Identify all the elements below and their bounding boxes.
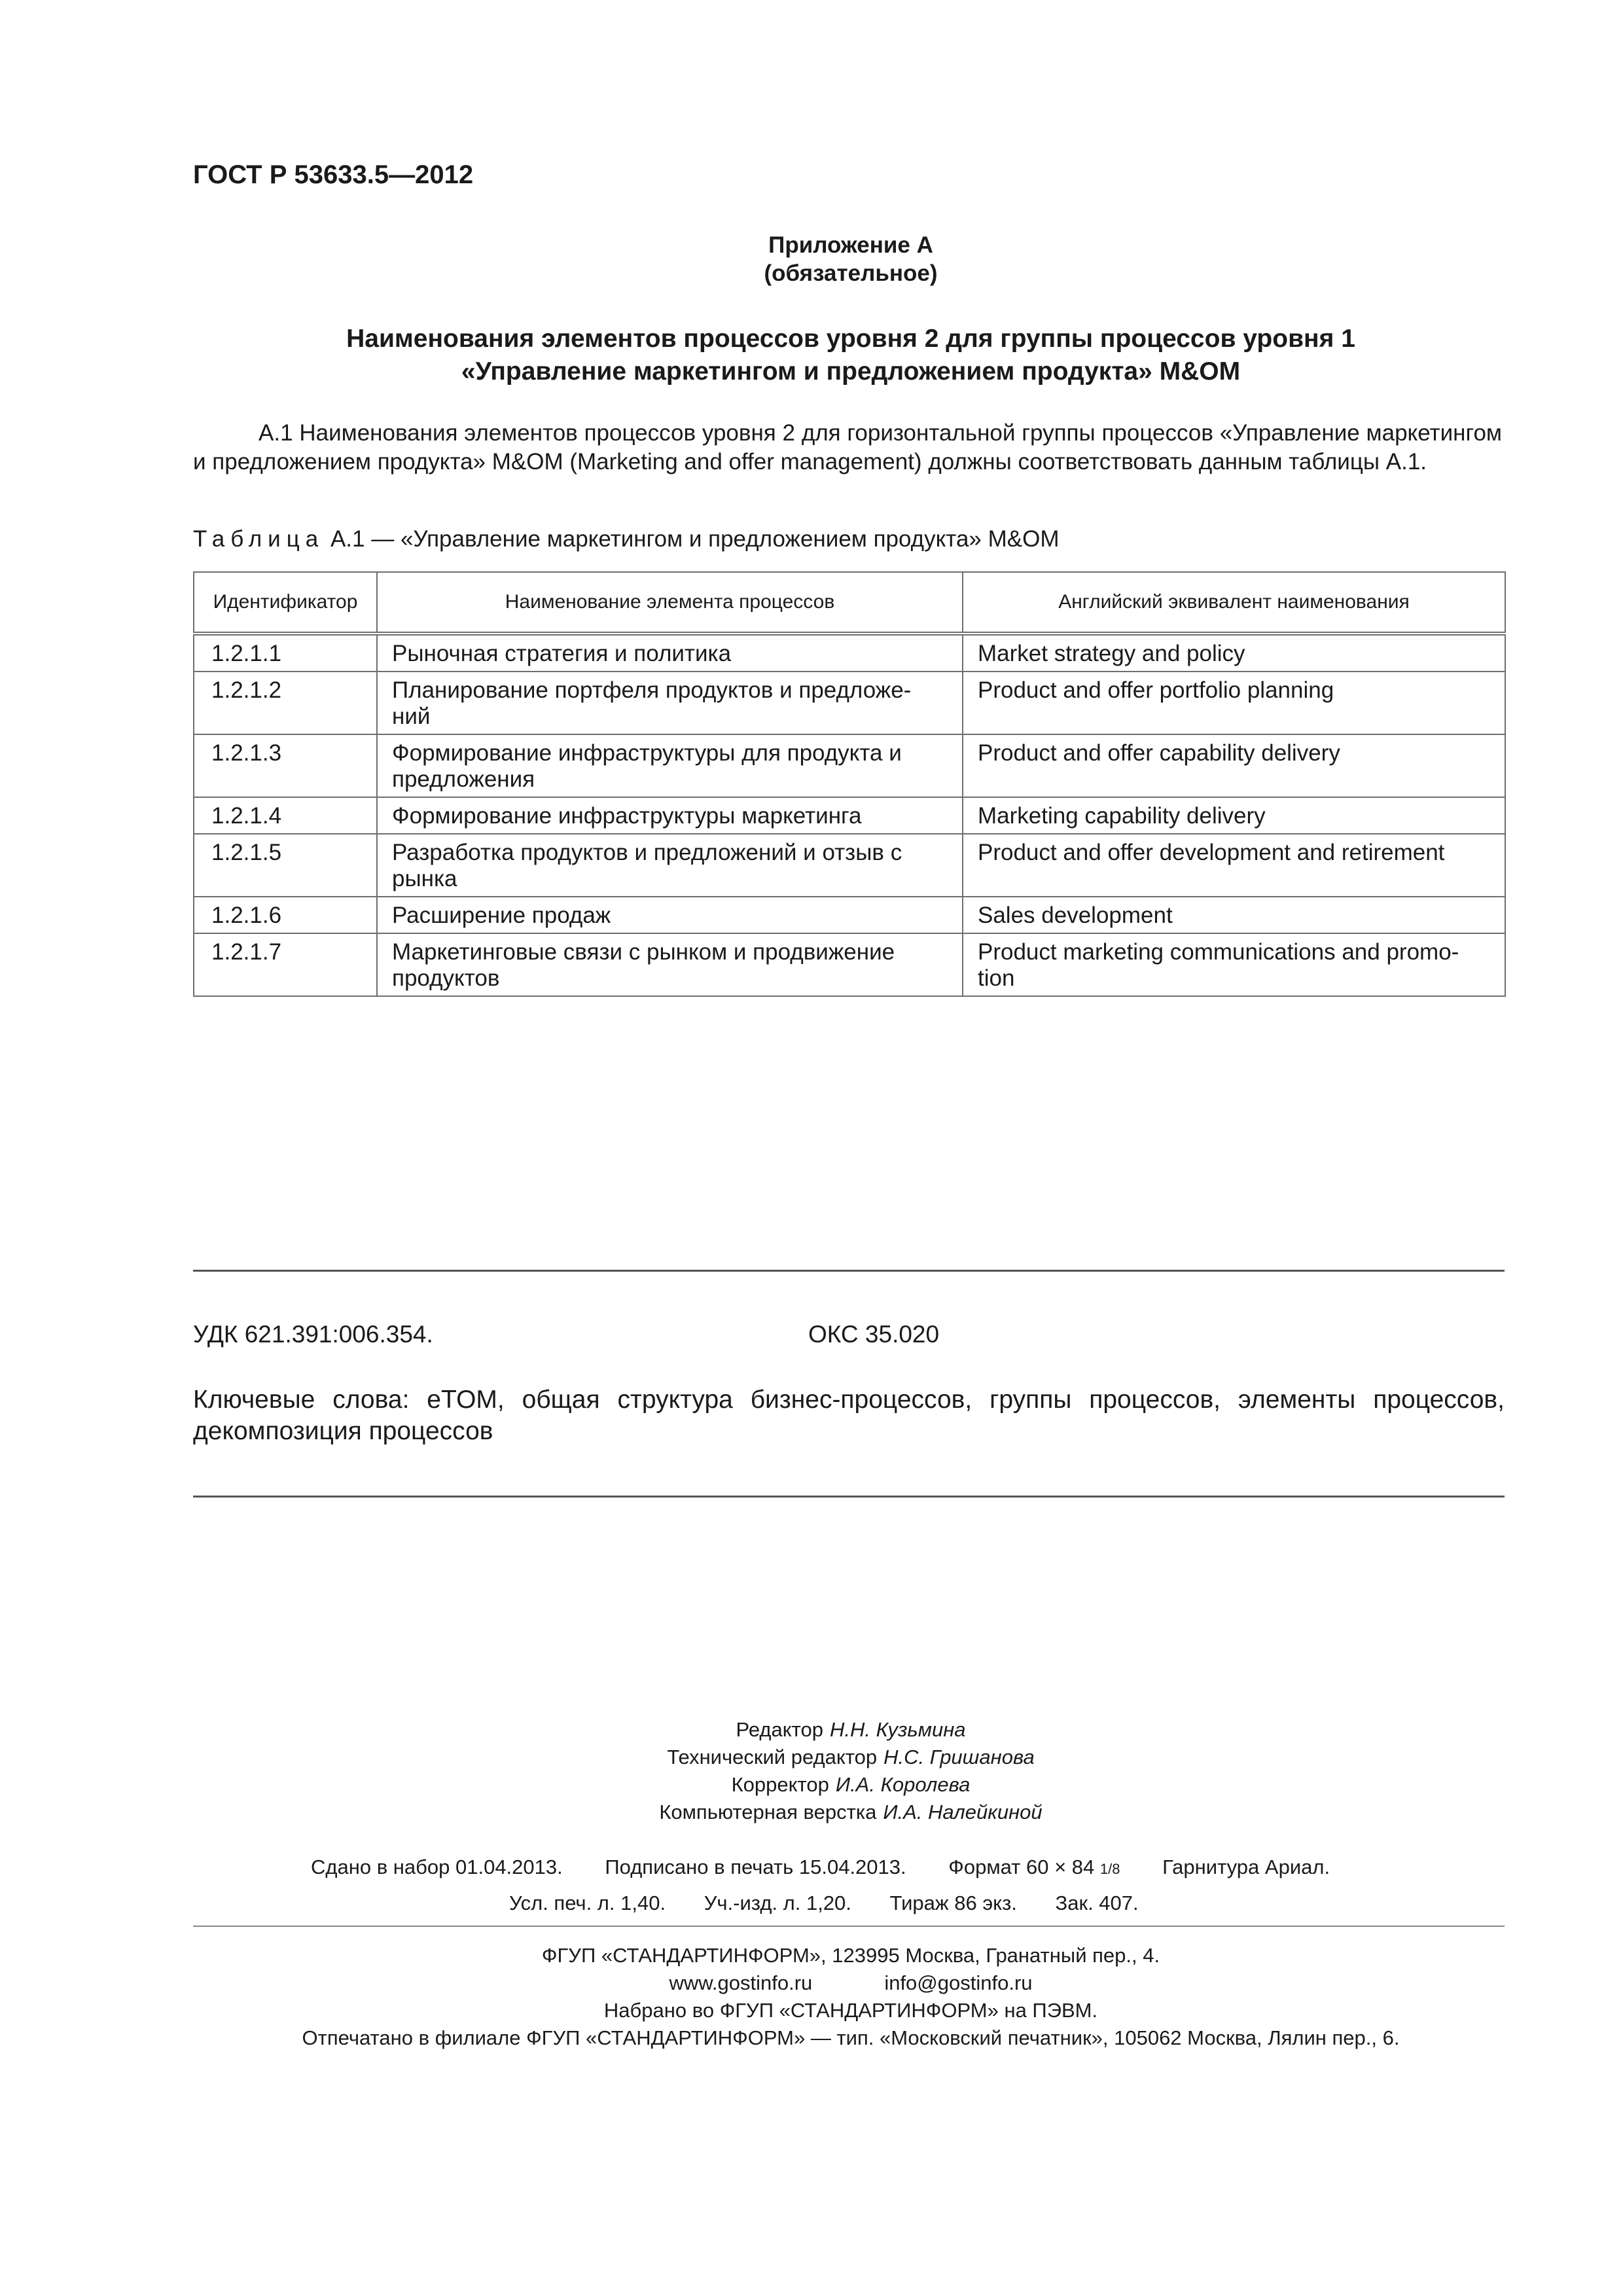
credit-editor bbox=[393, 1718, 1309, 1742]
appendix-title: Приложение А bbox=[768, 232, 933, 258]
cell-id: 1.2.1.2 bbox=[194, 672, 377, 734]
credit-label: Корректор bbox=[731, 1773, 829, 1796]
table-row bbox=[194, 672, 1505, 734]
cell-name: Планирование портфеля продуктов и предложе- ний bbox=[377, 672, 963, 734]
header-english: Английский эквивалент наименования bbox=[963, 572, 1505, 634]
table-caption-text: А.1 — «Управление маркетингом и предложением продукта» M&OM bbox=[324, 526, 1060, 552]
divider-top bbox=[193, 1270, 1505, 1272]
divider-bottom bbox=[193, 1496, 1505, 1498]
credit-person: Н.Н. Кузьмина bbox=[829, 1718, 966, 1741]
credit-layout bbox=[393, 1801, 1309, 1824]
cell-name: Расширение продаж bbox=[377, 897, 963, 933]
cell-english: Market strategy and policy bbox=[963, 634, 1505, 672]
cell-english: Product and offer development and retirement bbox=[963, 834, 1505, 897]
intro-paragraph: А.1 Наименования элементов процессов уровня 2 для горизонтальной группы процессов «Управление маркетингом и предложением продукта» M&OM (Marketing and offer management) должны соответствовать данным таблицы А.1. bbox=[193, 420, 1502, 475]
udk-code: УДК 621.391:006.354. bbox=[193, 1321, 433, 1348]
pub-signed: Подписано в печать 15.04.2013. bbox=[605, 1856, 906, 1878]
table-caption bbox=[193, 526, 1059, 552]
cell-name: Маркетинговые связи с рынком и продвижение продуктов bbox=[377, 933, 963, 996]
appendix-status: (обязательное) bbox=[764, 260, 938, 286]
credit-tech-editor bbox=[393, 1746, 1309, 1769]
cell-id: 1.2.1.6 bbox=[194, 897, 377, 933]
appendix-heading-line-1: Наименования элементов процессов уровня 2 для группы процессов уровня 1 bbox=[346, 325, 1355, 353]
publisher-website: www.gostinfo.ru bbox=[669, 1971, 813, 1994]
table-body bbox=[194, 634, 1505, 996]
credit-label: Редактор bbox=[736, 1718, 823, 1741]
cell-name: Формирование инфраструктуры маркетинга bbox=[377, 797, 963, 834]
credit-person: И.А. Королева bbox=[835, 1773, 971, 1796]
keywords: Ключевые слова: eTOM, общая структура бизнес-процессов, группы процессов, элементы процессов, декомпозиция процессов bbox=[193, 1386, 1505, 1445]
cell-english: Sales development bbox=[963, 897, 1505, 933]
table-row bbox=[194, 634, 1505, 672]
pub-order: Зак. 407. bbox=[1055, 1892, 1139, 1914]
pub-circulation: Тираж 86 экз. bbox=[889, 1892, 1017, 1914]
table-caption-prefix: Таблица bbox=[193, 526, 325, 552]
pub-format-fraction: 1/8 bbox=[1099, 1861, 1120, 1877]
table-header-row bbox=[194, 572, 1505, 634]
cell-english: Product and offer capability delivery bbox=[963, 734, 1505, 797]
cell-id: 1.2.1.4 bbox=[194, 797, 377, 834]
credit-proofreader bbox=[393, 1773, 1309, 1797]
table-row bbox=[194, 897, 1505, 933]
divider-imprint bbox=[193, 1926, 1505, 1927]
header-id: Идентификатор bbox=[194, 572, 377, 634]
header-name: Наименование элемента процессов bbox=[377, 572, 963, 634]
pub-print-sheets: Усл. печ. л. 1,40. bbox=[509, 1892, 666, 1914]
process-elements-table bbox=[193, 571, 1506, 997]
table-row bbox=[194, 933, 1505, 996]
publisher-address: ФГУП «СТАНДАРТИНФОРМ», 123995 Москва, Гранатный пер., 4. bbox=[541, 1944, 1160, 1967]
pub-format: Формат 60 × 84 bbox=[948, 1856, 1095, 1878]
credit-label: Технический редактор bbox=[667, 1746, 878, 1768]
table-row bbox=[194, 734, 1505, 797]
publisher-email: info@gostinfo.ru bbox=[884, 1971, 1033, 1994]
credit-person: И.А. Налейкиной bbox=[883, 1801, 1043, 1823]
cell-name: Разработка продуктов и предложений и отзыв с рынка bbox=[377, 834, 963, 897]
cell-id: 1.2.1.1 bbox=[194, 634, 377, 672]
credit-person: Н.С. Гришанова bbox=[883, 1746, 1035, 1768]
cell-name: Формирование инфраструктуры для продукта и предложения bbox=[377, 734, 963, 797]
cell-id: 1.2.1.7 bbox=[194, 933, 377, 996]
cell-english: Product marketing communications and promo- tion bbox=[963, 933, 1505, 996]
cell-english: Product and offer portfolio planning bbox=[963, 672, 1505, 734]
printed-note: Отпечатано в филиале ФГУП «СТАНДАРТИНФОРМ» — тип. «Московский печатник», 105062 Москва, Лялин пер., 6. bbox=[302, 2026, 1400, 2049]
document-code: ГОСТ Р 53633.5—2012 bbox=[193, 160, 474, 189]
cell-id: 1.2.1.3 bbox=[194, 734, 377, 797]
publisher-contacts bbox=[196, 1971, 1505, 1995]
cell-id: 1.2.1.5 bbox=[194, 834, 377, 897]
typeset-note: Набрано во ФГУП «СТАНДАРТИНФОРМ» на ПЭВМ. bbox=[603, 1999, 1098, 2022]
appendix-heading-line-2: «Управление маркетингом и предложением продукта» M&OM bbox=[461, 357, 1241, 386]
pub-submitted: Сдано в набор 01.04.2013. bbox=[311, 1856, 563, 1878]
table-row bbox=[194, 834, 1505, 897]
publication-line-1 bbox=[311, 1856, 1330, 1879]
pub-edit-sheets: Уч.-изд. л. 1,20. bbox=[704, 1892, 851, 1914]
cell-english: Marketing capability delivery bbox=[963, 797, 1505, 834]
oks-code: ОКС 35.020 bbox=[808, 1321, 940, 1348]
credit-label: Компьютерная верстка bbox=[659, 1801, 877, 1823]
table-row bbox=[194, 797, 1505, 834]
pub-font: Гарнитура Ариал. bbox=[1162, 1856, 1330, 1878]
cell-name: Рыночная стратегия и политика bbox=[377, 634, 963, 672]
publication-line-2 bbox=[509, 1892, 1139, 1915]
